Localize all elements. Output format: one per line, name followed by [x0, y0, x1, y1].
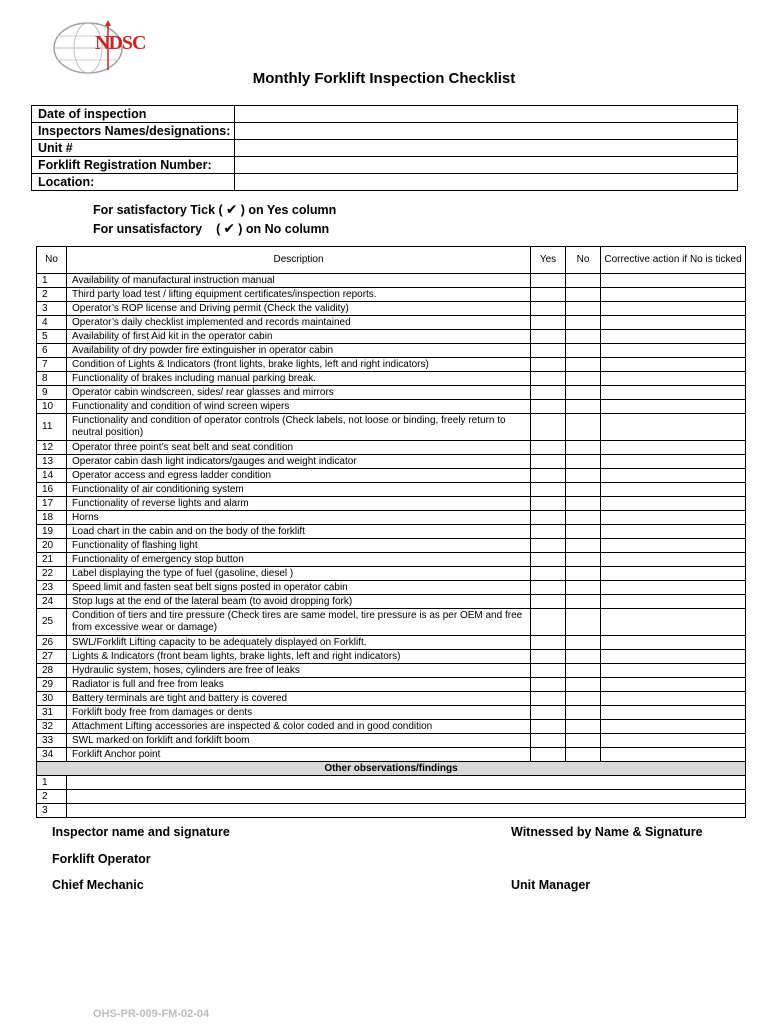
checklist-row: [37, 483, 746, 497]
item-description: Condition of tiers and tire pressure (Check tires are same model, tire pressure is as per OEM and free from excessive wear or damage): [67, 609, 531, 636]
yes-checkbox-cell[interactable]: [531, 553, 566, 567]
corrective-action-cell[interactable]: [601, 706, 746, 720]
corrective-action-cell[interactable]: [601, 358, 746, 372]
corrective-action-cell[interactable]: [601, 497, 746, 511]
info-label: Forklift Registration Number:: [32, 157, 235, 174]
item-description: Availability of first Aid kit in the operator cabin: [67, 330, 531, 344]
info-value-field[interactable]: [235, 174, 738, 191]
item-description: Functionality of brakes including manual parking break.: [67, 372, 531, 386]
item-description: Functionality of reverse lights and alarm: [67, 497, 531, 511]
corrective-action-cell[interactable]: [601, 539, 746, 553]
checklist-row: [37, 734, 746, 748]
yes-checkbox-cell[interactable]: [531, 595, 566, 609]
legend-line1-suffix: ) on Yes column: [240, 203, 337, 217]
yes-checkbox-cell[interactable]: [531, 441, 566, 455]
item-number: 31: [37, 706, 67, 720]
yes-checkbox-cell[interactable]: [531, 678, 566, 692]
yes-checkbox-cell[interactable]: [531, 274, 566, 288]
yes-checkbox-cell[interactable]: [531, 483, 566, 497]
info-label: Unit #: [32, 140, 235, 157]
no-checkbox-cell[interactable]: [566, 706, 601, 720]
yes-checkbox-cell[interactable]: [531, 511, 566, 525]
corrective-action-cell[interactable]: [601, 274, 746, 288]
no-checkbox-cell[interactable]: [566, 414, 601, 441]
observation-number: 1: [37, 776, 67, 790]
checklist-row: [37, 344, 746, 358]
checklist-row: [37, 525, 746, 539]
no-checkbox-cell[interactable]: [566, 650, 601, 664]
item-number: 25: [37, 609, 67, 636]
info-row: [32, 174, 738, 191]
item-description: Operator access and egress ladder condition: [67, 469, 531, 483]
checklist-row: [37, 288, 746, 302]
item-number: 12: [37, 441, 67, 455]
checklist-row: [37, 330, 746, 344]
no-checkbox-cell[interactable]: [566, 525, 601, 539]
yes-checkbox-cell[interactable]: [531, 748, 566, 762]
item-description: Label displaying the type of fuel (gasoline, diesel ): [67, 567, 531, 581]
item-number: 8: [37, 372, 67, 386]
info-row: [32, 140, 738, 157]
yes-checkbox-cell[interactable]: [531, 525, 566, 539]
observation-row: [37, 804, 746, 818]
item-description: Horns: [67, 511, 531, 525]
item-description: Availability of dry powder fire extinguisher in operator cabin: [67, 344, 531, 358]
corrective-action-cell[interactable]: [601, 553, 746, 567]
yes-checkbox-cell[interactable]: [531, 581, 566, 595]
yes-checkbox-cell[interactable]: [531, 734, 566, 748]
checklist-row: [37, 553, 746, 567]
item-description: SWL marked on forklift and forklift boom: [67, 734, 531, 748]
corrective-action-cell[interactable]: [601, 483, 746, 497]
no-checkbox-cell[interactable]: [566, 581, 601, 595]
checklist-row: [37, 274, 746, 288]
item-number: 30: [37, 692, 67, 706]
item-description: Condition of Lights & Indicators (front lights, brake lights, left and right indicators): [67, 358, 531, 372]
item-number: 26: [37, 636, 67, 650]
item-number: 9: [37, 386, 67, 400]
checklist-row: [37, 386, 746, 400]
no-checkbox-cell[interactable]: [566, 330, 601, 344]
no-checkbox-cell[interactable]: [566, 636, 601, 650]
document-code: OHS-PR-009-FM-02-04: [93, 1008, 210, 1020]
info-value-field[interactable]: [235, 106, 738, 123]
item-number: 10: [37, 400, 67, 414]
item-description: Operator cabin windscreen, sides/ rear glasses and mirrors: [67, 386, 531, 400]
item-description: Battery terminals are tight and battery is covered: [67, 692, 531, 706]
observation-number: 3: [37, 804, 67, 818]
item-number: 2: [37, 288, 67, 302]
corrective-action-cell[interactable]: [601, 330, 746, 344]
corrective-action-cell[interactable]: [601, 288, 746, 302]
yes-checkbox-cell[interactable]: [531, 344, 566, 358]
observation-row: [37, 790, 746, 804]
info-label: Location:: [32, 174, 235, 191]
no-checkbox-cell[interactable]: [566, 539, 601, 553]
item-number: 28: [37, 664, 67, 678]
item-number: 24: [37, 595, 67, 609]
checklist-row: [37, 650, 746, 664]
no-checkbox-cell[interactable]: [566, 386, 601, 400]
item-number: 6: [37, 344, 67, 358]
corrective-action-cell[interactable]: [601, 372, 746, 386]
item-description: Functionality of flashing light: [67, 539, 531, 553]
no-checkbox-cell[interactable]: [566, 609, 601, 636]
item-number: 11: [37, 414, 67, 441]
yes-checkbox-cell[interactable]: [531, 706, 566, 720]
checklist-row: [37, 358, 746, 372]
corrective-action-cell[interactable]: [601, 386, 746, 400]
checklist-row: [37, 316, 746, 330]
no-checkbox-cell[interactable]: [566, 344, 601, 358]
item-description: Third party load test / lifting equipment certificates/inspection reports.: [67, 288, 531, 302]
corrective-action-cell[interactable]: [601, 734, 746, 748]
yes-checkbox-cell[interactable]: [531, 455, 566, 469]
legend-line2-suffix: ) on No column: [238, 222, 330, 236]
header-description: Description: [67, 247, 531, 274]
item-number: 34: [37, 748, 67, 762]
item-number: 5: [37, 330, 67, 344]
no-checkbox-cell[interactable]: [566, 692, 601, 706]
witnessed-signature-label: Witnessed by Name & Signature: [511, 825, 703, 839]
corrective-action-cell[interactable]: [601, 581, 746, 595]
checklist-row: [37, 511, 746, 525]
item-number: 22: [37, 567, 67, 581]
item-number: 13: [37, 455, 67, 469]
yes-checkbox-cell[interactable]: [531, 567, 566, 581]
corrective-action-cell[interactable]: [601, 650, 746, 664]
item-description: Lights & Indicators (front beam lights, brake lights, left and right indicators): [67, 650, 531, 664]
info-row: [32, 123, 738, 140]
legend-line2-prefix: For unsatisfactory: [93, 222, 203, 236]
corrective-action-cell[interactable]: [601, 595, 746, 609]
corrective-action-cell[interactable]: [601, 511, 746, 525]
unit-manager-label: Unit Manager: [511, 878, 591, 892]
checklist-row: [37, 455, 746, 469]
checklist-row: [37, 302, 746, 316]
no-checkbox-cell[interactable]: [566, 302, 601, 316]
observation-field[interactable]: [67, 776, 746, 790]
item-description: Operator’s ROP license and Driving permit (Check the validity): [67, 302, 531, 316]
no-checkbox-cell[interactable]: [566, 400, 601, 414]
yes-checkbox-cell[interactable]: [531, 330, 566, 344]
item-description: Speed limit and fasten seat belt signs posted in operator cabin: [67, 581, 531, 595]
no-checkbox-cell[interactable]: [566, 734, 601, 748]
item-description: Forklift body free from damages or dents: [67, 706, 531, 720]
item-description: Stop lugs at the end of the lateral beam (to avoid dropping fork): [67, 595, 531, 609]
item-description: Operator three point’s seat belt and seat condition: [67, 441, 531, 455]
info-row: [32, 106, 738, 123]
no-checkbox-cell[interactable]: [566, 720, 601, 734]
checklist-row: [37, 469, 746, 483]
item-description: Hydraulic system, hoses, cylinders are free of leaks: [67, 664, 531, 678]
corrective-action-cell[interactable]: [601, 414, 746, 441]
item-description: Forklift Anchor point: [67, 748, 531, 762]
inspector-signature-label: Inspector name and signature: [52, 825, 230, 839]
yes-checkbox-cell[interactable]: [531, 386, 566, 400]
item-number: 27: [37, 650, 67, 664]
header-no-column: No: [566, 247, 601, 274]
header-corrective-action: Corrective action if No is ticked: [601, 247, 746, 274]
corrective-action-cell[interactable]: [601, 400, 746, 414]
corrective-action-cell[interactable]: [601, 567, 746, 581]
yes-checkbox-cell[interactable]: [531, 316, 566, 330]
no-checkbox-cell[interactable]: [566, 469, 601, 483]
forklift-operator-label: Forklift Operator: [52, 852, 151, 866]
no-checkbox-cell[interactable]: [566, 455, 601, 469]
corrective-action-cell[interactable]: [601, 609, 746, 636]
corrective-action-cell[interactable]: [601, 664, 746, 678]
item-description: Availability of manufactural instruction manual: [67, 274, 531, 288]
checklist-row: [37, 414, 746, 441]
yes-checkbox-cell[interactable]: [531, 664, 566, 678]
item-number: 20: [37, 539, 67, 553]
no-checkbox-cell[interactable]: [566, 372, 601, 386]
info-label: Date of inspection: [32, 106, 235, 123]
no-checkbox-cell[interactable]: [566, 678, 601, 692]
yes-checkbox-cell[interactable]: [531, 497, 566, 511]
corrective-action-cell[interactable]: [601, 302, 746, 316]
corrective-action-cell[interactable]: [601, 344, 746, 358]
item-number: 4: [37, 316, 67, 330]
yes-checkbox-cell[interactable]: [531, 539, 566, 553]
checklist-row: [37, 748, 746, 762]
corrective-action-cell[interactable]: [601, 441, 746, 455]
item-description: Operator cabin dash light indicators/gauges and weight indicator: [67, 455, 531, 469]
checklist-row: [37, 581, 746, 595]
checklist-row: [37, 400, 746, 414]
checklist-row: [37, 372, 746, 386]
checklist-row: [37, 441, 746, 455]
item-number: 32: [37, 720, 67, 734]
checklist-row: [37, 636, 746, 650]
header-no: No: [37, 247, 67, 274]
no-checkbox-cell[interactable]: [566, 748, 601, 762]
checklist-row: [37, 609, 746, 636]
observation-row: [37, 776, 746, 790]
yes-checkbox-cell[interactable]: [531, 609, 566, 636]
no-checkbox-cell[interactable]: [566, 441, 601, 455]
no-checkbox-cell[interactable]: [566, 595, 601, 609]
observations-header-row: [37, 762, 746, 776]
yes-checkbox-cell[interactable]: [531, 414, 566, 441]
checklist-row: [37, 664, 746, 678]
corrective-action-cell[interactable]: [601, 316, 746, 330]
checklist-row: [37, 706, 746, 720]
item-number: 17: [37, 497, 67, 511]
item-description: SWL/Forklift Lifting capacity to be adequately displayed on Forklift.: [67, 636, 531, 650]
yes-checkbox-cell[interactable]: [531, 692, 566, 706]
info-value-field[interactable]: [235, 123, 738, 140]
page-title: Monthly Forklift Inspection Checklist: [252, 70, 516, 87]
corrective-action-cell[interactable]: [601, 525, 746, 539]
checklist-row: [37, 497, 746, 511]
checklist-row: [37, 539, 746, 553]
legend-satisfactory: [93, 201, 336, 218]
legend-unsatisfactory: For unsatisfactory ( ✔ ) on No column: [93, 220, 330, 236]
item-number: 7: [37, 358, 67, 372]
inspection-checklist-table: [36, 246, 746, 818]
info-label: Inspectors Names/designations:: [32, 123, 235, 140]
legend-line1-prefix: For satisfactory Tick (: [93, 203, 223, 217]
checklist-row: [37, 595, 746, 609]
info-value-field[interactable]: [235, 157, 738, 174]
item-number: 33: [37, 734, 67, 748]
tick-icon: ✔: [225, 201, 238, 217]
no-checkbox-cell[interactable]: [566, 316, 601, 330]
checklist-row: [37, 720, 746, 734]
no-checkbox-cell[interactable]: [566, 511, 601, 525]
info-row: [32, 157, 738, 174]
observation-number: 2: [37, 790, 67, 804]
corrective-action-cell[interactable]: [601, 636, 746, 650]
tick-icon: ✔: [223, 220, 236, 236]
no-checkbox-cell[interactable]: [566, 497, 601, 511]
corrective-action-cell[interactable]: [601, 692, 746, 706]
item-description: Radiator is full and free from leaks: [67, 678, 531, 692]
corrective-action-cell[interactable]: [601, 720, 746, 734]
corrective-action-cell[interactable]: [601, 469, 746, 483]
corrective-action-cell[interactable]: [601, 748, 746, 762]
observation-field[interactable]: [67, 790, 746, 804]
item-number: 21: [37, 553, 67, 567]
item-description: Functionality and condition of wind screen wipers: [67, 400, 531, 414]
corrective-action-cell[interactable]: [601, 678, 746, 692]
item-description: Operator’s daily checklist implemented and records maintained: [67, 316, 531, 330]
yes-checkbox-cell[interactable]: [531, 469, 566, 483]
yes-checkbox-cell[interactable]: [531, 288, 566, 302]
no-checkbox-cell[interactable]: [566, 567, 601, 581]
item-description: Functionality of emergency stop button: [67, 553, 531, 567]
item-number: 14: [37, 469, 67, 483]
observations-header: Other observations/findings: [37, 762, 746, 776]
item-description: Functionality and condition of operator controls (Check labels, not loose or binding, freely return to neutral position): [67, 414, 531, 441]
logo-text: NDSC: [95, 32, 146, 54]
corrective-action-cell[interactable]: [601, 455, 746, 469]
item-description: Load chart in the cabin and on the body of the forklift: [67, 525, 531, 539]
no-checkbox-cell[interactable]: [566, 553, 601, 567]
no-checkbox-cell[interactable]: [566, 483, 601, 497]
no-checkbox-cell[interactable]: [566, 664, 601, 678]
item-description: Functionality of air conditioning system: [67, 483, 531, 497]
item-description: Attachment Lifting accessories are inspected & color coded and in good condition: [67, 720, 531, 734]
no-checkbox-cell[interactable]: [566, 358, 601, 372]
checklist-row: [37, 678, 746, 692]
checklist-row: [37, 692, 746, 706]
item-number: 18: [37, 511, 67, 525]
item-number: 23: [37, 581, 67, 595]
yes-checkbox-cell[interactable]: [531, 650, 566, 664]
item-number: 19: [37, 525, 67, 539]
yes-checkbox-cell[interactable]: [531, 720, 566, 734]
inspection-info-table: [31, 105, 738, 191]
no-checkbox-cell[interactable]: [566, 288, 601, 302]
yes-checkbox-cell[interactable]: [531, 400, 566, 414]
item-number: 1: [37, 274, 67, 288]
observation-field[interactable]: [67, 804, 746, 818]
info-value-field[interactable]: [235, 140, 738, 157]
header-yes: Yes: [531, 247, 566, 274]
no-checkbox-cell[interactable]: [566, 274, 601, 288]
yes-checkbox-cell[interactable]: [531, 636, 566, 650]
yes-checkbox-cell[interactable]: [531, 358, 566, 372]
item-number: 16: [37, 483, 67, 497]
yes-checkbox-cell[interactable]: [531, 372, 566, 386]
item-number: 29: [37, 678, 67, 692]
item-number: 3: [37, 302, 67, 316]
yes-checkbox-cell[interactable]: [531, 302, 566, 316]
chief-mechanic-label: Chief Mechanic: [52, 878, 144, 892]
checklist-row: [37, 567, 746, 581]
